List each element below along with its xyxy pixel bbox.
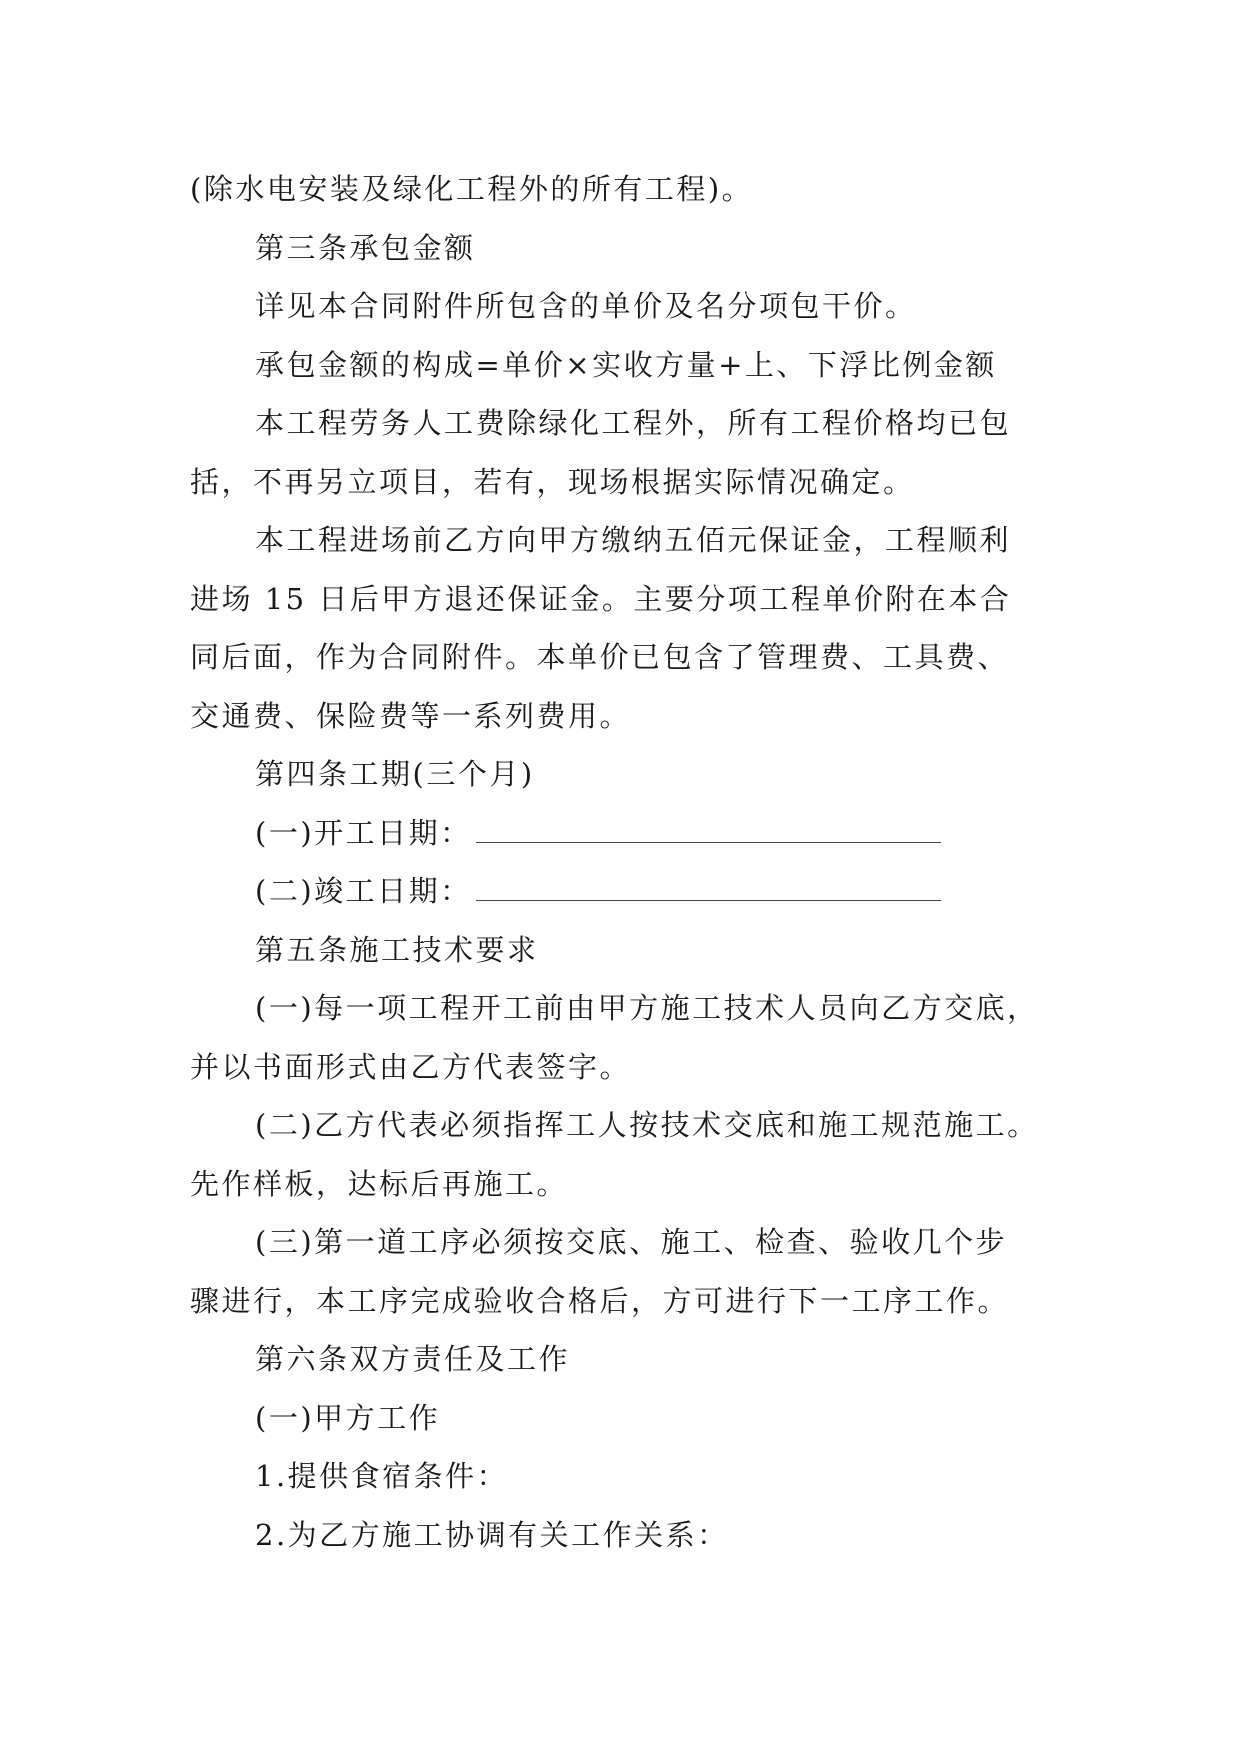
text-line: (二)乙方代表必须指挥工人按技术交底和施工规范施工。	[255, 1108, 1039, 1142]
end-date-line	[190, 862, 1070, 921]
text-line: 进场 15 日后甲方退还保证金。主要分项工程单价附在本合	[190, 581, 1012, 616]
text-line: (一)甲方工作	[255, 1400, 441, 1435]
text-line: 骤进行，本工序完成验收合格后，方可进行下一工序工作。	[190, 1283, 1010, 1318]
section-heading-6: 第六条双方责任及工作	[255, 1342, 571, 1376]
section-heading-5: 第五条施工技术要求	[255, 932, 539, 967]
text-line: 并以书面形式由乙方代表签字。	[190, 1049, 632, 1084]
text-line: 承包金额的构成=单价×实收方量+上、下浮比例金额	[255, 347, 997, 382]
text-line: 详见本合同附件所包含的单价及名分项包干价。	[255, 289, 917, 323]
text-line: 同后面，作为合同附件。本单价已包含了管理费、工具费、	[190, 640, 1010, 674]
text-line: 交通费、保险费等一系列费用。	[190, 698, 632, 733]
text-line: (一)每一项工程开工前由甲方施工技术人员向乙方交底，	[255, 991, 1039, 1025]
text-line: 2.为乙方施工协调有关工作关系：	[255, 1517, 729, 1552]
start-date-line	[190, 804, 1070, 863]
document-page	[190, 160, 1070, 1564]
text-line: 1.提供食宿条件：	[255, 1459, 509, 1493]
end-date-blank[interactable]	[476, 878, 941, 901]
section-heading-3: 第三条承包金额	[255, 230, 476, 265]
start-date-label: (一)开工日期：	[255, 815, 472, 850]
text-line: 括，不再另立项目，若有，现场根据实际情况确定。	[190, 464, 915, 499]
text-line: (除水电安装及绿化工程外的所有工程)。	[190, 172, 754, 206]
text-line: (三)第一道工序必须按交底、施工、检查、验收几个步	[255, 1225, 1008, 1259]
text-line: 先作样板，达标后再施工。	[190, 1166, 569, 1201]
start-date-blank[interactable]	[476, 820, 941, 843]
text-line: 本工程劳务人工费除绿化工程外，所有工程价格均已包	[255, 406, 1012, 440]
end-date-label: (二)竣工日期：	[255, 874, 472, 908]
text-line: 本工程进场前乙方向甲方缴纳五佰元保证金，工程顺利	[255, 523, 1012, 557]
section-heading-4: 第四条工期(三个月)	[255, 757, 535, 791]
